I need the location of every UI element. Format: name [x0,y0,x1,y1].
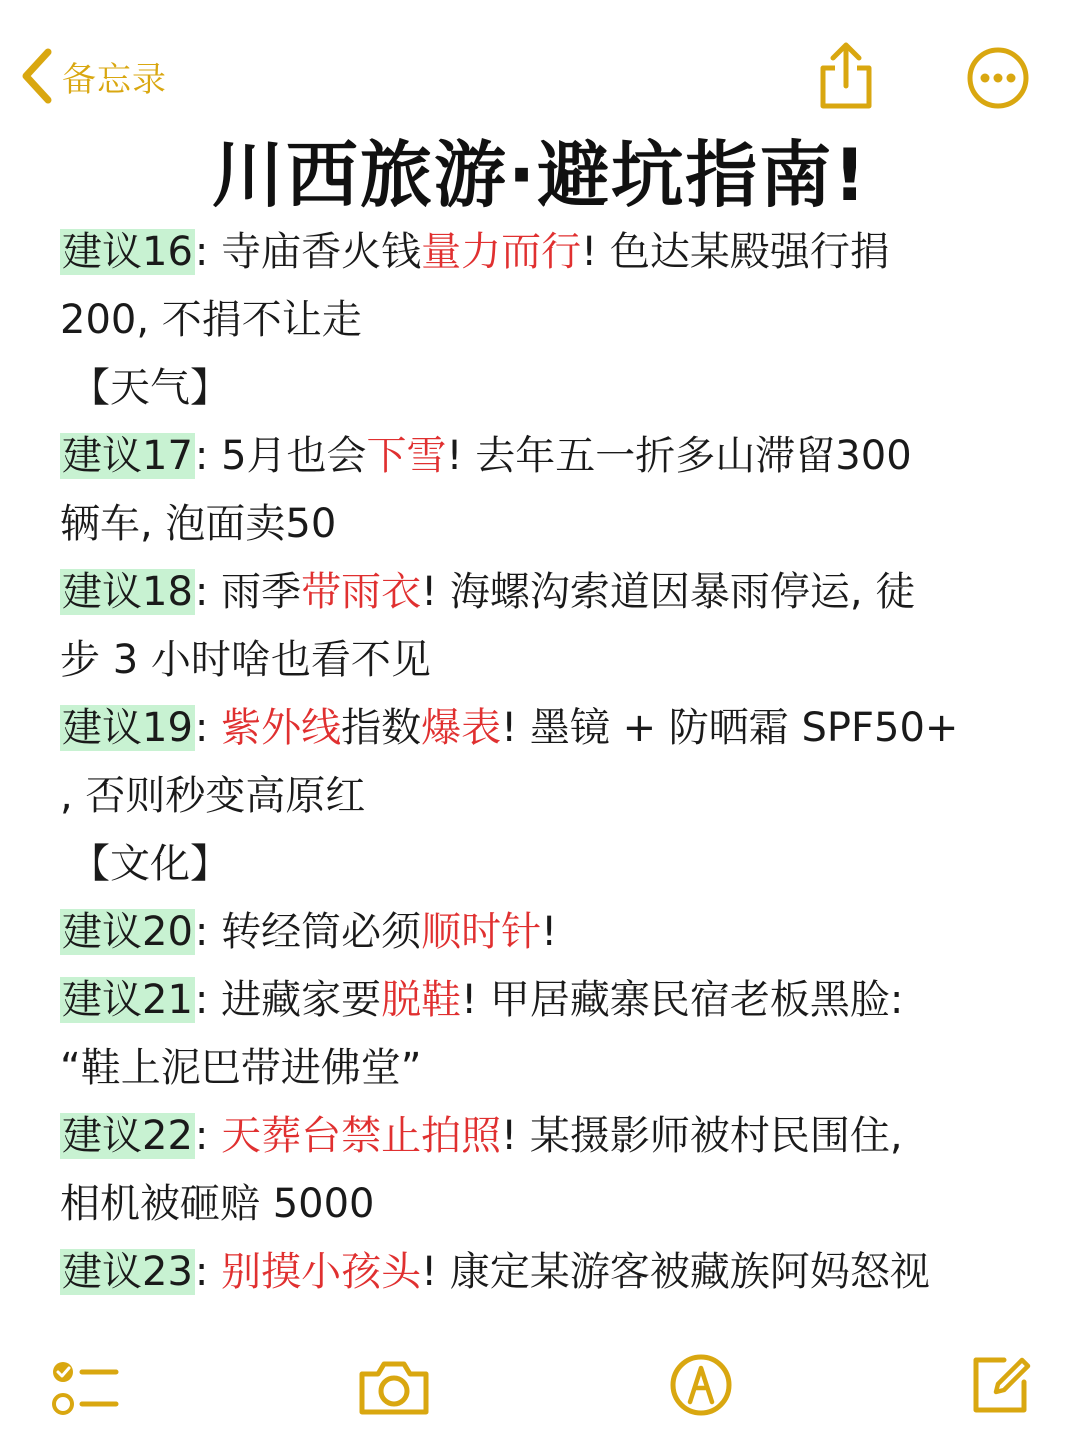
section-heading [60,354,1020,422]
note-text: : 雨季 [194,569,302,615]
advice-tag: 建议20 [62,909,193,955]
compose-icon [968,1403,1034,1422]
camera-button[interactable] [356,1356,432,1422]
advice-tag: 建议19 [62,705,193,751]
note-text: ! 康定某游客被藏族阿妈怒视 [421,1249,930,1295]
advice-line [60,1238,1020,1306]
advice-tag: 建议21 [62,977,193,1023]
advice-line [60,422,1020,490]
chevron-left-icon [18,48,54,104]
note-text: ! 海螺沟索道因暴雨停运, 徒 [421,569,916,615]
markup-button[interactable] [668,1352,734,1422]
camera-icon [356,1403,432,1422]
emphasis-text: 脱鞋 [381,977,462,1023]
emphasis-text: 顺时针 [421,909,542,955]
advice-line [60,558,1020,626]
note-body[interactable] [60,218,1020,1306]
advice-line [60,694,1020,762]
note-text: ! 甲居藏寨民宿老板黑脸: [461,977,904,1023]
note-text: ! 某摄影师被村民围住, [501,1113,903,1159]
note-text: : 寺庙香火钱 [194,229,422,275]
note-text: : [194,1113,222,1159]
section-heading [60,830,1020,898]
share-button[interactable] [815,40,877,116]
compose-button[interactable] [968,1352,1034,1422]
advice-tag: 建议17 [62,433,193,479]
emphasis-text: 下雪 [366,433,447,479]
note-text: : [194,1249,222,1295]
note-text: 200, 不捐不让走 [60,297,362,343]
ellipsis-icon [966,95,1030,114]
note-text: 辆车, 泡面卖50 [60,501,337,547]
bottom-toolbar [0,1340,1080,1440]
markup-pen-icon [668,1403,734,1422]
text-line [60,1034,1020,1102]
advice-tag: 建议22 [62,1113,193,1159]
emphasis-text: 带雨衣 [301,569,422,615]
advice-line [60,966,1020,1034]
note-text: : [194,705,222,751]
text-line [60,626,1020,694]
text-line [60,762,1020,830]
note-text: : 转经筒必须 [194,909,422,955]
checklist-button[interactable] [50,1358,120,1424]
note-text: ! 墨镜 + 防晒霜 SPF50+ [501,705,959,751]
note-text: ! 色达某殿强行捐 [581,229,890,275]
note-text: 指数 [341,705,422,751]
back-button[interactable] [18,48,167,104]
share-icon [815,97,877,116]
advice-tag: 建议16 [62,229,193,275]
advice-line [60,898,1020,966]
advice-line [60,218,1020,286]
text-line [60,286,1020,354]
emphasis-text: 量力而行 [421,229,582,275]
note-text: ! [541,909,558,955]
note-title: 川西旅游·避坑指南! [211,133,869,217]
note-text: “鞋上泥巴带进佛堂” [60,1045,422,1091]
checklist-icon [50,1405,120,1424]
note-text: : 进藏家要 [194,977,382,1023]
note-text: 相机被砸赔 5000 [60,1181,375,1227]
top-navigation-bar [0,0,1080,130]
advice-tag: 建议18 [62,569,193,615]
advice-tag: 建议23 [62,1249,193,1295]
note-text: 【文化】 [70,841,230,887]
note-text: 【天气】 [70,365,230,411]
back-label: 备忘录 [62,59,167,100]
text-line [60,1170,1020,1238]
more-options-button[interactable] [966,46,1030,114]
emphasis-text: 别摸小孩头 [221,1249,422,1295]
text-line [60,490,1020,558]
emphasis-text: 紫外线 [221,705,342,751]
emphasis-text: 天葬台禁止拍照 [221,1113,502,1159]
note-text: , 否则秒变高原红 [60,773,366,819]
note-text: ! 去年五一折多山滞留300 [446,433,912,479]
note-text: 步 3 小时啥也看不见 [60,637,431,683]
note-text: : 5月也会 [194,433,367,479]
emphasis-text: 爆表 [421,705,502,751]
advice-line [60,1102,1020,1170]
